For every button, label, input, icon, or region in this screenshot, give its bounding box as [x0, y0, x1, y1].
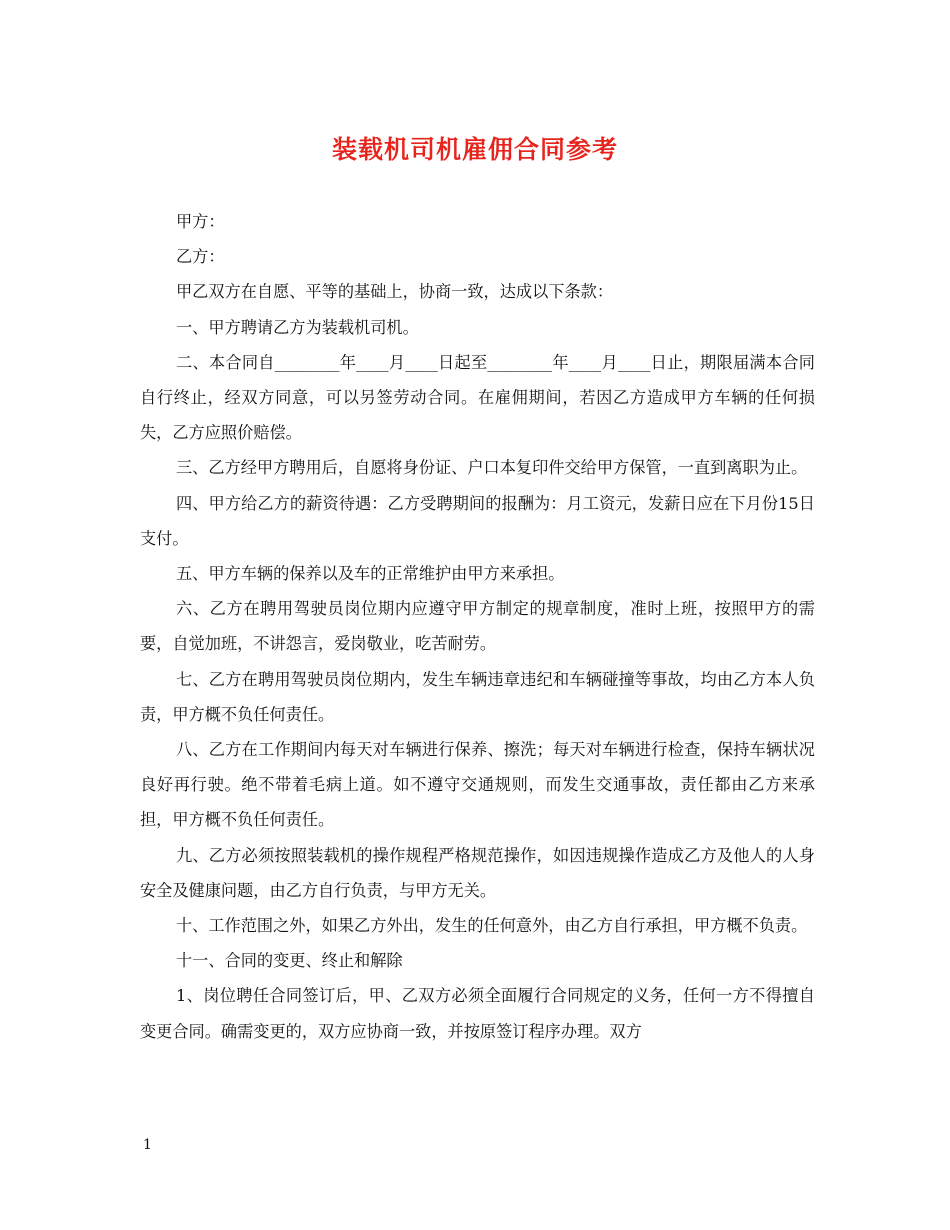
document-body	[140, 204, 815, 1049]
clause-9: 九、乙方必须按照装载机的操作规程严格规范操作，如因违规操作造成乙方及他人的人身安全及健康问题，由乙方自行负责，与甲方无关。	[140, 845, 815, 900]
clause-10: 十、工作范围之外，如果乙方外出，发生的任何意外，由乙方自行承担，甲方概不负责。	[176, 916, 808, 936]
clause-3: 三、乙方经甲方聘用后，自愿将身份证、户口本复印件交给甲方保管，一直到离职为止。	[176, 458, 808, 478]
clause-2: 二、本合同自________年____月____日起至________年____月____日止，期限届满本合同自行终止，经双方同意，可以另签劳动合同。在雇佣期间，若因乙方造成甲方车辆的任何损失，乙方应照价赔偿。	[140, 352, 815, 443]
party-b-line: 乙方：	[176, 247, 225, 267]
preamble-paragraph: 甲乙双方在自愿、平等的基础上，协商一致，达成以下条款：	[176, 282, 614, 302]
page-number: 1	[143, 1137, 152, 1153]
clause-11-item-1: 1、岗位聘任合同签订后，甲、乙双方必须全面履行合同规定的义务，任何一方不得擅自变更合同。确需变更的，双方应协商一致，并按原签订程序办理。双方	[140, 986, 815, 1041]
clause-7: 七、乙方在聘用驾驶员岗位期内，发生车辆违章违纪和车辆碰撞等事故，均由乙方本人负责，甲方概不负任何责任。	[140, 669, 815, 724]
party-a-line: 甲方：	[176, 212, 225, 231]
clause-1: 一、甲方聘请乙方为装载机司机。	[176, 317, 419, 337]
clause-4: 四、甲方给乙方的薪资待遇：乙方受聘期间的报酬为：月工资元，发薪日应在下月份15日支付。	[140, 493, 815, 548]
document-title: 装载机司机雇佣合同参考	[331, 135, 618, 164]
clause-6: 六、乙方在聘用驾驶员岗位期内应遵守甲方制定的规章制度，准时上班，按照甲方的需要，自觉加班，不讲怨言，爱岗敬业，吃苦耐劳。	[140, 599, 815, 654]
clause-11-heading: 十一、合同的变更、终止和解除	[176, 951, 403, 971]
clause-8: 八、乙方在工作期间内每天对车辆进行保养、擦洗；每天对车辆进行检查，保持车辆状况良好再行驶。绝不带着毛病上道。如不遵守交通规则，而发生交通事故，责任都由乙方来承担，甲方概不负任何责任。	[140, 740, 815, 830]
clause-5: 五、甲方车辆的保养以及车的正常维护由甲方来承担。	[176, 564, 565, 584]
